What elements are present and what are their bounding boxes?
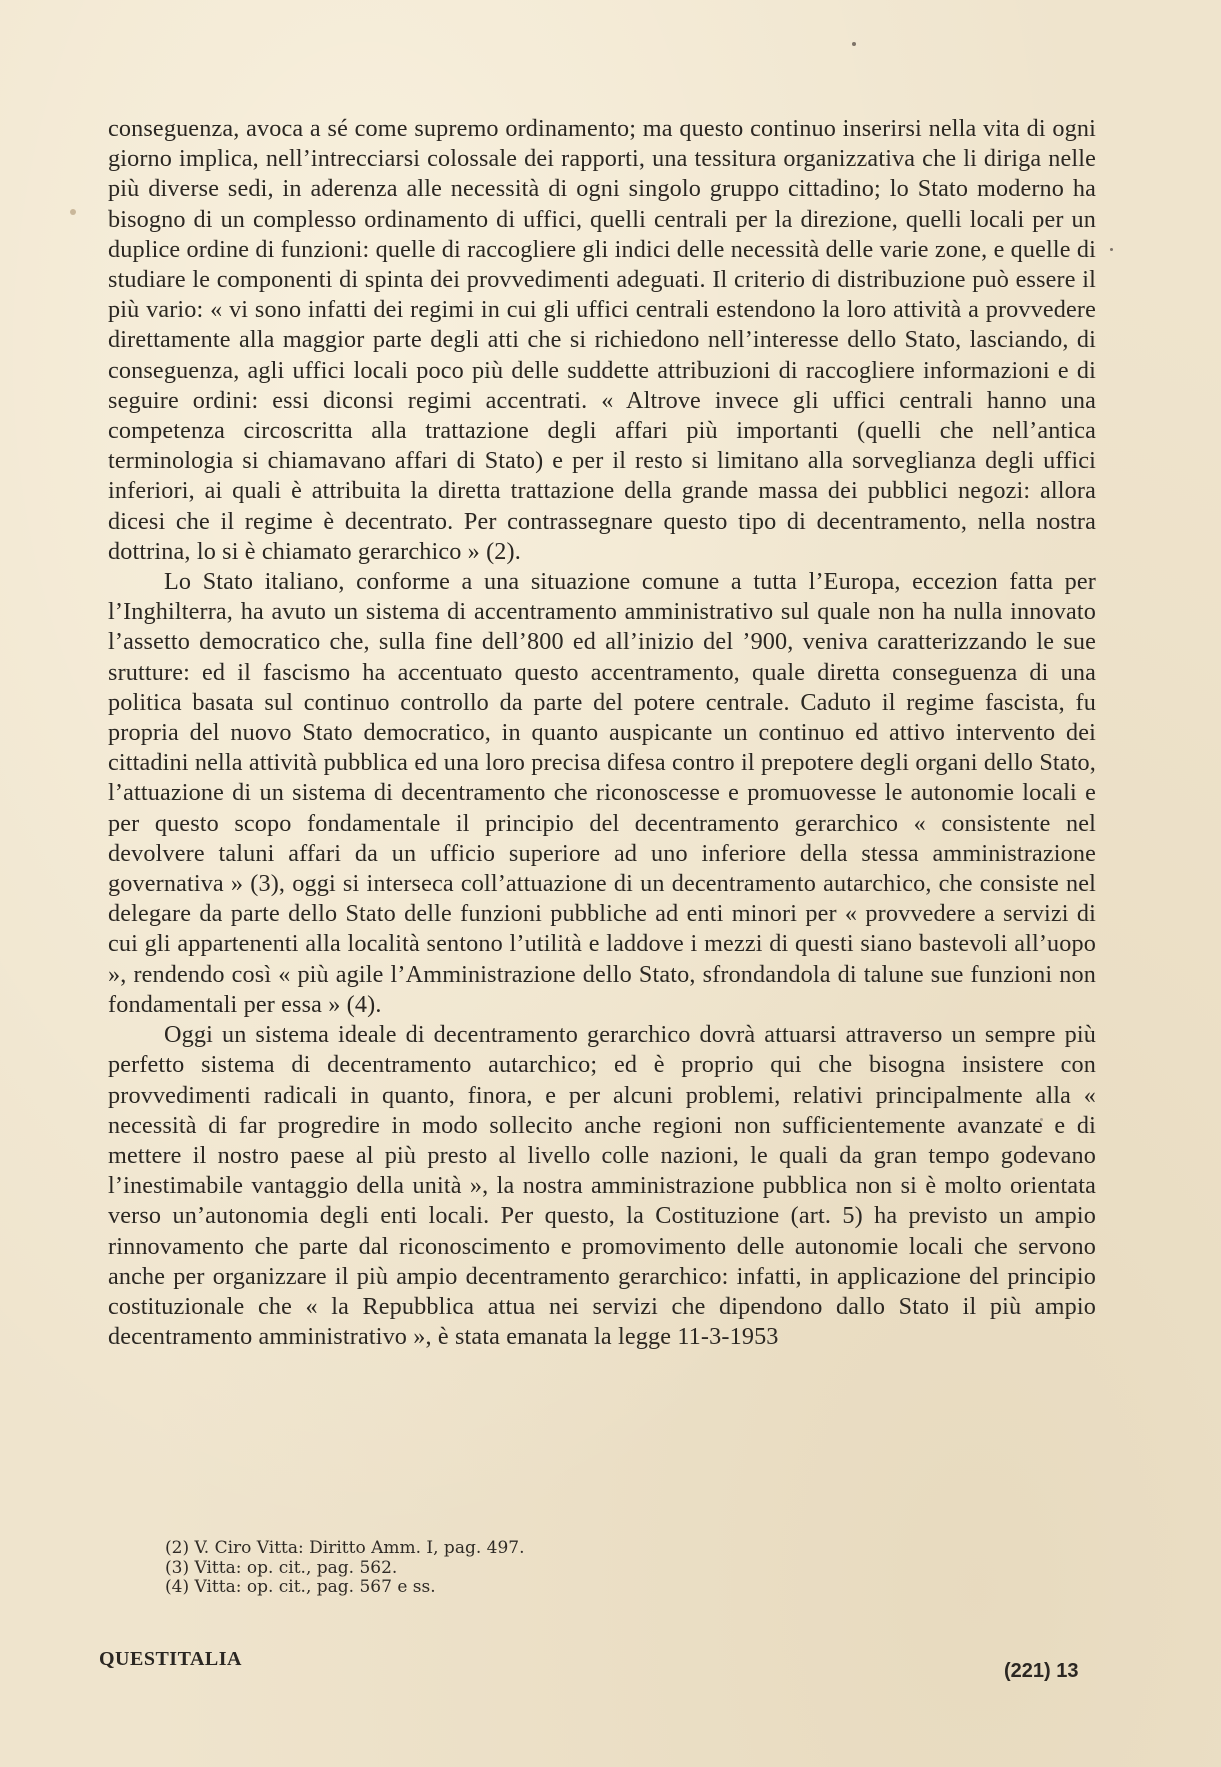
paragraph-stato-italiano: Lo Stato italiano, conforme a una situazione comune a tutta l’Europa, eccezion fatta per l’Inghilterra, ha avuto un sistema di accentramento amministrativo sul quale non ha nulla innovato l’assetto democratico che, sulla fine dell’800 ed all’inizio del ’900, veniva caratterizzando le sue srutture: ed il fascismo ha accentuato questo accentramento, quale diretta conseguenza di una politica basata sul continuo controllo da parte del potere centrale. Caduto il regime fascista, fu propria del nuovo Stato democratico, in quanto auspicante un continuo ed attivo intervento dei cittadini nella attività pubblica ed una loro precisa difesa contro il prepotere degli organi dello Stato, l’attuazione di un sistema di decentramento che riconoscesse e promuovesse le autonomie locali e per questo scopo fondamentale il principio del decentramento gerarchico « consistente nel devolvere taluni affari da un ufficio superiore ad uno inferiore della stessa amministrazione governativa » (3), oggi si interseca coll’attuazione di un decentramento autarchico, che consiste nel delegare da parte dello Stato delle funzioni pubbliche ad enti minori per « provvedere a servizi di cui gli appartenenti alla località sentono l’utilità e laddove i mezzi di questi siano bastevoli all’uopo », rendendo così « più agile l’Amministrazione dello Stato, sfrondandola di talune sue funzioni non fondamentali per essa » (4).	[108, 568, 1096, 1018]
footnote-4: (4) Vitta: op. cit., pag. 567 e ss.	[165, 1577, 436, 1597]
footnote-3: (3) Vitta: op. cit., pag. 562.	[165, 1557, 398, 1578]
ink-speck	[1110, 248, 1113, 251]
footnotes	[165, 1539, 525, 1598]
body-text	[108, 114, 1096, 1352]
paragraph-oggi: Oggi un sistema ideale di decentramento gerarchico dovrà attuarsi attraverso un sempre più perfetto sistema di decentramento autarchico; ed è proprio qui che bisogna insistere con provvedimenti radicali in quanto, finora, e per alcuni problemi, relativi principalmente alla « necessità di far progredire in modo sollecito anche regioni non sufficientemente avanzate e di mettere il nostro paese al più presto al livello colle nazioni, le quali da gran tempo godevano l’inestimabile vantaggio della unità », la nostra amministrazione pubblica non si è molto orientata verso un’autonomia degli enti locali. Per questo, la Costituzione (art. 5) ha previsto un ampio rinnovamento che parte dal riconoscimento e promovimento delle autonomie locali che servono anche per organizzare il più ampio decentramento gerarchico: infatti, in applicazione del principio costituzionale che « la Repubblica attua nei servizi che dipendono dallo Stato il più ampio decentramento amministrativo », è stata emanata la legge 11-3-1953	[108, 1021, 1096, 1351]
footnote-2: (2) V. Ciro Vitta: Diritto Amm. I, pag. 497.	[165, 1538, 525, 1558]
page-number: (221) 13	[1004, 1660, 1079, 1682]
ink-speck	[70, 209, 76, 215]
ink-speck	[852, 42, 856, 46]
paragraph-continuation: conseguenza, avoca a sé come supremo ordinamento; ma questo continuo inserirsi nella vita di ogni giorno implica, nell’intrecciarsi colossale dei rapporti, una tessitura organizzativa che li diriga nelle più diverse sedi, in aderenza alle necessità di ogni singolo gruppo cittadino; lo Stato moderno ha bisogno di un complesso ordinamento di uffici, quelli centrali per la direzione, quelli locali per un duplice ordine di funzioni: quelle di raccogliere gli indici delle necessità delle varie zone, e quelle di studiare le componenti di spinta dei provvedimenti adeguati. Il criterio di distribuzione può essere il più vario: « vi sono infatti dei regimi in cui gli uffici centrali estendono la loro attività a provvedere direttamente alla maggior parte degli atti che si richiedono nell’interesse dello Stato, lasciando, di conseguenza, agli uffici locali poco più delle suddette attribuzioni di raccogliere informazioni e di seguire ordini: essi diconsi regimi accentrati. « Altrove invece gli uffici centrali hanno una competenza circoscritta alla trattazione degli affari più importanti (quelli che nell’antica terminologia si chiamavano affari di Stato) e per il resto si limitano alla sorveglianza degli uffici inferiori, ai quali è attribuita la diretta trattazione della grande massa dei pubblici negozi: allora dicesi che il regime è decentrato. Per contrassegnare questo tipo di decentramento, nella nostra dottrina, lo si è chiamato gerarchico » (2).	[108, 115, 1096, 565]
publication-name: QUESTITALIA	[99, 1648, 242, 1670]
